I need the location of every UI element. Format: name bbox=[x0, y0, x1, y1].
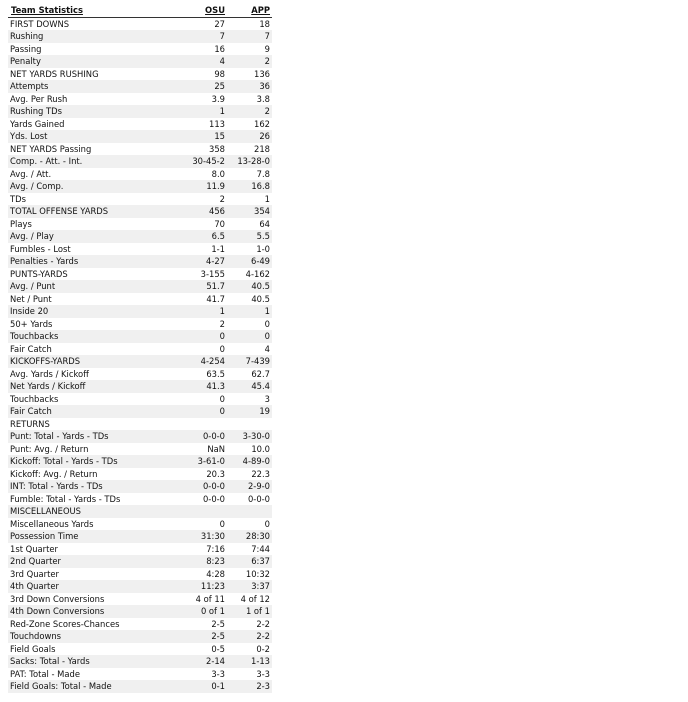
stat-label: Touchdowns bbox=[10, 631, 61, 642]
stat-label: Miscellaneous Yards bbox=[10, 518, 94, 529]
app-value bbox=[227, 505, 272, 518]
stat-label: Plays bbox=[10, 218, 32, 229]
app-value: 62.7 bbox=[251, 368, 270, 379]
stat-row bbox=[8, 218, 272, 231]
stat-label: Net / Punt bbox=[10, 293, 52, 304]
team-statistics-table bbox=[8, 4, 272, 693]
stat-label: 1st Quarter bbox=[10, 543, 58, 554]
osu-value: 7:16 bbox=[206, 543, 225, 554]
stat-row bbox=[8, 80, 272, 93]
app-value: 2-3 bbox=[256, 681, 270, 692]
stat-label: Red-Zone Scores-Chances bbox=[10, 618, 120, 629]
app-value: 0-2 bbox=[256, 643, 270, 654]
app-value: 3 bbox=[264, 393, 270, 404]
app-value: 3-3 bbox=[256, 668, 270, 679]
app-value: 1 bbox=[264, 306, 270, 317]
section-row bbox=[8, 143, 272, 156]
stat-label: Fair Catch bbox=[10, 343, 52, 354]
stat-label: Penalty bbox=[10, 56, 41, 67]
app-value: 5.5 bbox=[256, 231, 270, 242]
stat-row bbox=[8, 480, 272, 493]
app-value: 4-89-0 bbox=[242, 456, 270, 467]
osu-value: 0 bbox=[219, 343, 225, 354]
osu-value: 2-14 bbox=[205, 656, 225, 667]
osu-value: 0 of 1 bbox=[200, 606, 225, 617]
osu-value: 41.3 bbox=[206, 381, 225, 392]
stat-label: Touchbacks bbox=[10, 331, 59, 342]
osu-value: 4 bbox=[219, 56, 225, 67]
stat-row bbox=[8, 230, 272, 243]
app-value: 0 bbox=[264, 518, 270, 529]
section-row bbox=[8, 17, 272, 30]
osu-value: 31:30 bbox=[200, 531, 225, 542]
app-value: 162 bbox=[254, 118, 270, 129]
app-value: 40.5 bbox=[251, 281, 270, 292]
osu-value: 358 bbox=[209, 143, 225, 154]
app-value: 1-0 bbox=[256, 243, 270, 254]
app-value bbox=[227, 418, 272, 431]
osu-value: 63.5 bbox=[206, 368, 225, 379]
stat-row bbox=[8, 280, 272, 293]
stat-row bbox=[8, 130, 272, 143]
osu-value: 2-5 bbox=[211, 618, 225, 629]
osu-value: NaN bbox=[207, 443, 225, 454]
stat-label: FIRST DOWNS bbox=[10, 18, 70, 29]
app-value: 2-9-0 bbox=[247, 481, 270, 492]
osu-value: 0-5 bbox=[211, 643, 225, 654]
app-value: 36 bbox=[259, 81, 270, 92]
stat-row bbox=[8, 305, 272, 318]
section-row bbox=[8, 355, 272, 368]
osu-value: 2 bbox=[219, 318, 225, 329]
app-value: 6-49 bbox=[250, 256, 270, 267]
app-value: 7.8 bbox=[256, 168, 270, 179]
stat-row bbox=[8, 443, 272, 456]
stat-label: 4th Quarter bbox=[10, 581, 59, 592]
stat-label: RETURNS bbox=[10, 418, 50, 429]
stat-row bbox=[8, 405, 272, 418]
app-value: 16.8 bbox=[251, 181, 270, 192]
osu-value: 456 bbox=[209, 206, 225, 217]
stat-row bbox=[8, 243, 272, 256]
stat-row bbox=[8, 180, 272, 193]
osu-value bbox=[172, 505, 227, 518]
stat-row bbox=[8, 293, 272, 306]
osu-value: 0 bbox=[219, 518, 225, 529]
stat-label: Rushing TDs bbox=[10, 106, 62, 117]
section-row bbox=[8, 505, 272, 518]
osu-value: 16 bbox=[214, 43, 225, 54]
stat-row bbox=[8, 680, 272, 693]
osu-value: 113 bbox=[209, 118, 225, 129]
section-row bbox=[8, 68, 272, 81]
stat-row bbox=[8, 380, 272, 393]
stat-label: Punt: Total - Yards - TDs bbox=[10, 431, 109, 442]
stat-label: NET YARDS RUSHING bbox=[10, 68, 99, 79]
stat-label: Avg. / Att. bbox=[10, 168, 52, 179]
stat-label: Avg. Per Rush bbox=[10, 93, 68, 104]
osu-value: 41.7 bbox=[206, 293, 225, 304]
stat-label: Rushing bbox=[10, 31, 44, 42]
app-value: 40.5 bbox=[251, 293, 270, 304]
app-value: 10:32 bbox=[245, 568, 270, 579]
stat-row bbox=[8, 343, 272, 356]
app-value: 2 bbox=[264, 106, 270, 117]
osu-value: 4-254 bbox=[200, 356, 225, 367]
app-value: 0-0-0 bbox=[247, 493, 270, 504]
osu-value: 6.5 bbox=[211, 231, 225, 242]
stat-label: Touchbacks bbox=[10, 393, 59, 404]
app-value: 4 of 12 bbox=[240, 593, 270, 604]
app-value: 26 bbox=[259, 131, 270, 142]
osu-value: 2 bbox=[219, 193, 225, 204]
osu-value: 0 bbox=[219, 331, 225, 342]
app-value: 0 bbox=[264, 318, 270, 329]
stat-row bbox=[8, 543, 272, 556]
stat-row bbox=[8, 455, 272, 468]
stat-label: 3rd Down Conversions bbox=[10, 593, 105, 604]
stat-row bbox=[8, 55, 272, 68]
osu-value: 1 bbox=[219, 106, 225, 117]
table-header-row bbox=[8, 4, 272, 17]
stat-label: Field Goals: Total - Made bbox=[10, 681, 112, 692]
osu-value: 98 bbox=[214, 68, 225, 79]
osu-value: 3-3 bbox=[211, 668, 225, 679]
osu-value: 25 bbox=[214, 81, 225, 92]
osu-value: 15 bbox=[214, 131, 225, 142]
osu-value: 11.9 bbox=[206, 181, 225, 192]
stat-label: Avg. / Punt bbox=[10, 281, 56, 292]
stat-row bbox=[8, 255, 272, 268]
app-value: 1 bbox=[264, 193, 270, 204]
osu-value: 3-61-0 bbox=[197, 456, 225, 467]
section-row bbox=[8, 268, 272, 281]
osu-value: 2-5 bbox=[211, 631, 225, 642]
osu-value: 3-155 bbox=[200, 268, 225, 279]
osu-value: 8.0 bbox=[211, 168, 225, 179]
osu-value: 7 bbox=[219, 31, 225, 42]
osu-value: 30-45-2 bbox=[192, 156, 225, 167]
stat-row bbox=[8, 430, 272, 443]
app-value: 6:37 bbox=[251, 556, 270, 567]
stat-label: 2nd Quarter bbox=[10, 556, 61, 567]
osu-value: 0-0-0 bbox=[202, 431, 225, 442]
app-value: 10.0 bbox=[251, 443, 270, 454]
osu-value: 0 bbox=[219, 406, 225, 417]
stat-label: Net Yards / Kickoff bbox=[10, 381, 86, 392]
app-value: 64 bbox=[259, 218, 270, 229]
app-value: 3.8 bbox=[256, 93, 270, 104]
stat-row bbox=[8, 393, 272, 406]
app-value: 18 bbox=[259, 18, 270, 29]
osu-value: 0 bbox=[219, 393, 225, 404]
app-value: 19 bbox=[259, 406, 270, 417]
osu-value bbox=[172, 418, 227, 431]
stat-label: INT: Total - Yards - TDs bbox=[10, 481, 103, 492]
stat-label: Kickoff: Total - Yards - TDs bbox=[10, 456, 118, 467]
stat-row bbox=[8, 43, 272, 56]
stat-row bbox=[8, 468, 272, 481]
osu-value: 3.9 bbox=[211, 93, 225, 104]
section-row bbox=[8, 205, 272, 218]
osu-value: 70 bbox=[214, 218, 225, 229]
stat-label: MISCELLANEOUS bbox=[10, 506, 81, 517]
osu-value: 1 bbox=[219, 306, 225, 317]
stat-row bbox=[8, 168, 272, 181]
stat-label: Yds. Lost bbox=[10, 131, 48, 142]
stat-row bbox=[8, 555, 272, 568]
app-value: 1 of 1 bbox=[245, 606, 270, 617]
stat-label: Fumble: Total - Yards - TDs bbox=[10, 493, 121, 504]
stat-label: PAT: Total - Made bbox=[10, 668, 80, 679]
osu-value: 27 bbox=[214, 18, 225, 29]
stat-row bbox=[8, 530, 272, 543]
stat-row bbox=[8, 518, 272, 531]
osu-value: 20.3 bbox=[206, 468, 225, 479]
stat-row bbox=[8, 605, 272, 618]
app-value: 4 bbox=[264, 343, 270, 354]
osu-value: 0-0-0 bbox=[202, 493, 225, 504]
app-value: 2 bbox=[264, 56, 270, 67]
app-value: 13-28-0 bbox=[237, 156, 270, 167]
stat-label: Inside 20 bbox=[10, 306, 49, 317]
stat-label: TDs bbox=[10, 193, 26, 204]
stat-label: Kickoff: Avg. / Return bbox=[10, 468, 98, 479]
app-value: 7 bbox=[264, 31, 270, 42]
app-value: 22.3 bbox=[251, 468, 270, 479]
stat-label: Attempts bbox=[10, 81, 49, 92]
table-body bbox=[8, 17, 272, 693]
osu-value: 4-27 bbox=[205, 256, 225, 267]
app-value: 1-13 bbox=[250, 656, 270, 667]
osu-value: 1-1 bbox=[211, 243, 225, 254]
app-value: 3:37 bbox=[251, 581, 270, 592]
stat-row bbox=[8, 118, 272, 131]
osu-column-header: OSU bbox=[205, 5, 225, 16]
stat-row bbox=[8, 580, 272, 593]
app-value: 7-439 bbox=[245, 356, 270, 367]
app-value: 3-30-0 bbox=[242, 431, 270, 442]
app-value: 9 bbox=[264, 43, 270, 54]
stat-label: 50+ Yards bbox=[10, 318, 53, 329]
section-row bbox=[8, 418, 272, 431]
stat-label: 3rd Quarter bbox=[10, 568, 59, 579]
stat-row bbox=[8, 368, 272, 381]
stat-label: Penalties - Yards bbox=[10, 256, 79, 267]
app-value: 28:30 bbox=[245, 531, 270, 542]
app-column-header: APP bbox=[251, 5, 270, 16]
app-value: 4-162 bbox=[245, 268, 270, 279]
stat-row bbox=[8, 593, 272, 606]
stat-row bbox=[8, 668, 272, 681]
app-value: 354 bbox=[254, 206, 270, 217]
stat-row bbox=[8, 105, 272, 118]
stat-label: Passing bbox=[10, 43, 42, 54]
osu-value: 0-0-0 bbox=[202, 481, 225, 492]
osu-value: 8:23 bbox=[206, 556, 225, 567]
stat-label: NET YARDS Passing bbox=[10, 143, 92, 154]
stat-row bbox=[8, 30, 272, 43]
stat-label: TOTAL OFFENSE YARDS bbox=[10, 206, 109, 217]
app-value: 7:44 bbox=[251, 543, 270, 554]
stat-label: Avg. / Comp. bbox=[10, 181, 64, 192]
app-value: 218 bbox=[254, 143, 270, 154]
stat-label: Field Goals bbox=[10, 643, 56, 654]
app-value: 136 bbox=[254, 68, 270, 79]
stat-row bbox=[8, 630, 272, 643]
stat-label: Fair Catch bbox=[10, 406, 52, 417]
stat-row bbox=[8, 193, 272, 206]
app-value: 2-2 bbox=[256, 618, 270, 629]
stat-row bbox=[8, 493, 272, 506]
table-title: Team Statistics bbox=[11, 5, 83, 16]
stat-label: Avg. Yards / Kickoff bbox=[10, 368, 89, 379]
stat-label: Possession Time bbox=[10, 531, 79, 542]
stat-label: KICKOFFS-YARDS bbox=[10, 356, 81, 367]
osu-value: 11:23 bbox=[200, 581, 225, 592]
stat-label: Comp. - Att. - Int. bbox=[10, 156, 83, 167]
stat-row bbox=[8, 330, 272, 343]
app-value: 45.4 bbox=[251, 381, 270, 392]
stat-label: Yards Gained bbox=[10, 118, 65, 129]
stat-row bbox=[8, 618, 272, 631]
app-value: 0 bbox=[264, 331, 270, 342]
stat-label: Sacks: Total - Yards bbox=[10, 656, 90, 667]
stat-label: Fumbles - Lost bbox=[10, 243, 71, 254]
osu-value: 4 of 11 bbox=[195, 593, 225, 604]
stat-row bbox=[8, 568, 272, 581]
osu-value: 4:28 bbox=[206, 568, 225, 579]
osu-value: 0-1 bbox=[211, 681, 225, 692]
stat-row bbox=[8, 93, 272, 106]
stat-label: Punt: Avg. / Return bbox=[10, 443, 89, 454]
app-value: 2-2 bbox=[256, 631, 270, 642]
stat-row bbox=[8, 155, 272, 168]
stat-label: 4th Down Conversions bbox=[10, 606, 105, 617]
osu-value: 51.7 bbox=[206, 281, 225, 292]
stat-row bbox=[8, 643, 272, 656]
stat-label: Avg. / Play bbox=[10, 231, 54, 242]
stat-row bbox=[8, 318, 272, 331]
stat-label: PUNTS-YARDS bbox=[10, 268, 68, 279]
stat-row bbox=[8, 655, 272, 668]
